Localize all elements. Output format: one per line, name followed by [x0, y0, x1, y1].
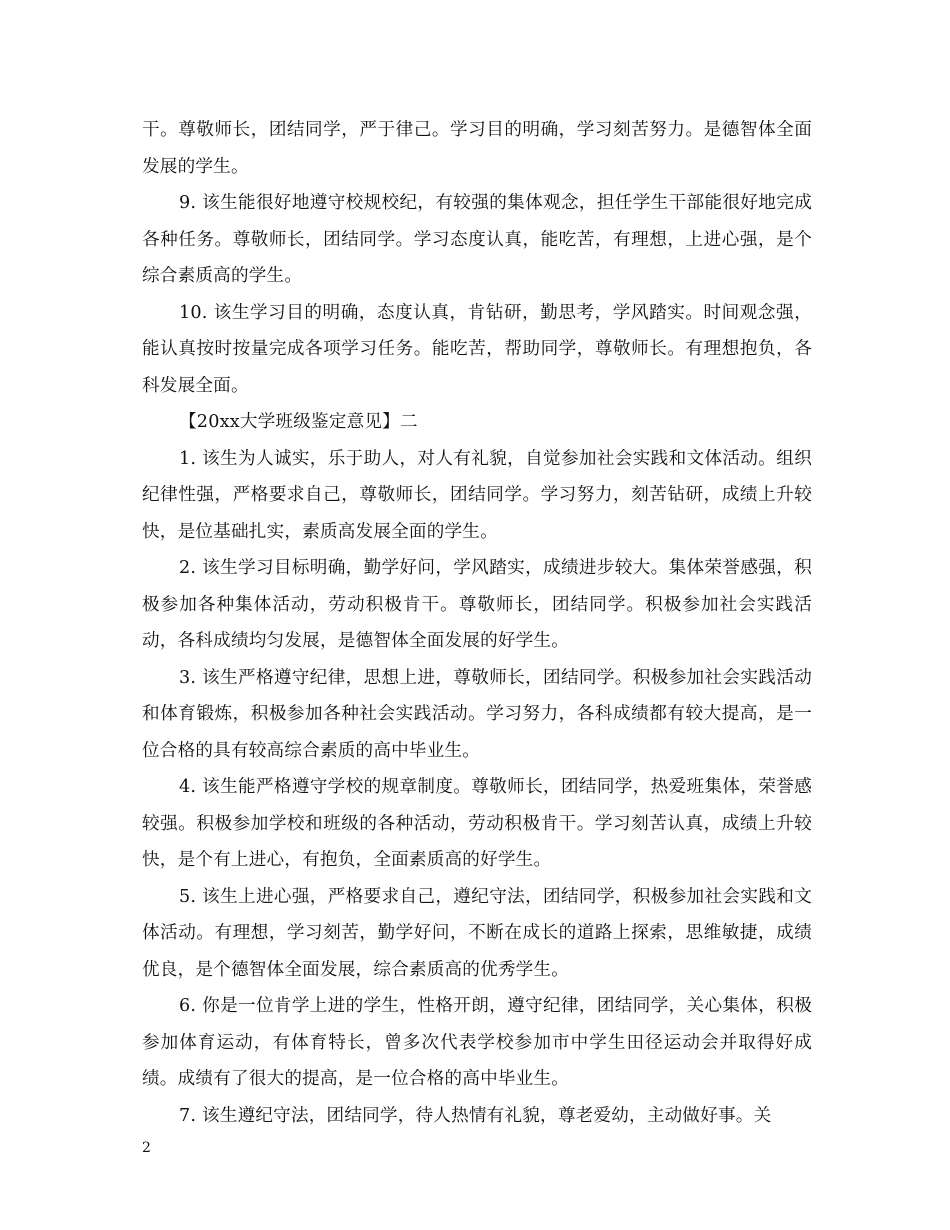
section-heading: 【20xx大学班级鉴定意见】二	[179, 412, 418, 432]
document-body	[142, 112, 812, 1134]
page-number: 2	[142, 1140, 151, 1156]
paragraph-item-3: 3. 该生严格遵守纪律，思想上进，尊敬师长，团结同学。积极参加社会实践活动和体育锻炼，积极参加各种社会实践活动。学习努力，各科成绩都有较大提高，是一位合格的具有较高综合素质的高中毕业生。	[142, 667, 812, 761]
paragraph-item-6: 6. 你是一位肯学上进的学生，性格开朗，遵守纪律，团结同学，关心集体，积极参加体育运动，有体育特长，曾多次代表学校参加市中学生田径运动会并取得好成绩。成绩有了很大的提高，是一位合格的高中毕业生。	[142, 996, 812, 1089]
paragraph-item-5: 5. 该生上进心强，严格要求自己，遵纪守法，团结同学，积极参加社会实践和文体活动。有理想，学习刻苦，勤学好问，不断在成长的道路上探索，思维敏捷，成绩优良，是个德智体全面发展，综合素质高的优秀学生。	[142, 886, 812, 980]
paragraph-continuation: 干。尊敬师长，团结同学，严于律己。学习目的明确，学习刻苦努力。是德智体全面发展的学生。	[142, 120, 812, 177]
paragraph-item-9: 9. 该生能很好地遵守校规校纪，有较强的集体观念，担任学生干部能很好地完成各种任务。尊敬师长，团结同学。学习态度认真，能吃苦，有理想，上进心强，是个综合素质高的学生。	[142, 193, 812, 286]
paragraph-item-7: 7. 该生遵纪守法，团结同学，待人热情有礼貌，尊老爱幼，主动做好事。关	[179, 1105, 772, 1126]
paragraph-item-10: 10. 该生学习目的明确，态度认真，肯钻研，勤思考，学风踏实。时间观念强，能认真按时按量完成各项学习任务。能吃苦，帮助同学，尊敬师长。有理想抱负，各科发展全面。	[142, 302, 812, 396]
paragraph-item-1: 1. 该生为人诚实，乐于助人，对人有礼貌，自觉参加社会实践和文体活动。组织纪律性强，严格要求自己，尊敬师长，团结同学。学习努力，刻苦钻研，成绩上升较快，是位基础扎实，素质高发展全面的学生。	[142, 448, 812, 542]
paragraph-item-2: 2. 该生学习目标明确，勤学好问，学风踏实，成绩进步较大。集体荣誉感强，积极参加各种集体活动，劳动积极肯干。尊敬师长，团结同学。积极参加社会实践活动，各科成绩均匀发展，是德智体全面发展的好学生。	[142, 558, 812, 651]
paragraph-item-4: 4. 该生能严格遵守学校的规章制度。尊敬师长，团结同学，热爱班集体，荣誉感较强。积极参加学校和班级的各种活动，劳动积极肯干。学习刻苦认真，成绩上升较快，是个有上进心，有抱负，全面素质高的好学生。	[142, 777, 812, 870]
